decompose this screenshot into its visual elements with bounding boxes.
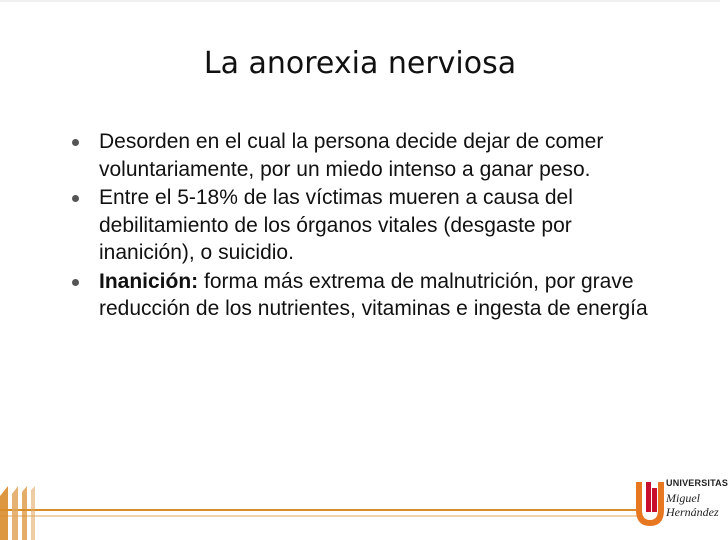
logo-line-1: UNIVERSITAS (666, 478, 728, 488)
bullet-icon (72, 279, 79, 286)
top-border (0, 0, 720, 2)
footer-stripe (12, 486, 18, 540)
bullet-text: Desorden en el cual la persona decide dejar de comer voluntariamente, por un miedo intenso a ganar peso. (99, 130, 604, 181)
logo-line-3: Hernández (666, 505, 719, 519)
logo-line-2: Miguel (666, 491, 700, 505)
footer-stripes (0, 486, 720, 540)
bullet-text: Entre el 5-18% de las víctimas mueren a causa del debilitamiento de los órganos vitales (desgaste por inanición), o suicidio. (99, 186, 573, 264)
bullet-item (72, 184, 662, 267)
slide-title: La anorexia nerviosa (203, 46, 517, 81)
bullet-term: Inanición: (99, 269, 199, 293)
bullet-list (72, 128, 662, 324)
bullet-item (72, 268, 662, 323)
footer-stripe (22, 486, 27, 540)
bullet-icon (72, 195, 79, 202)
bullet-item (72, 128, 662, 183)
footer-stripe (31, 486, 35, 540)
bullet-icon (72, 139, 79, 146)
footer-stripe (0, 486, 8, 540)
bullet-text: forma más extrema de malnutrición, por grave reducción de los nutrientes, vitaminas e ingesta de energía (99, 269, 648, 320)
